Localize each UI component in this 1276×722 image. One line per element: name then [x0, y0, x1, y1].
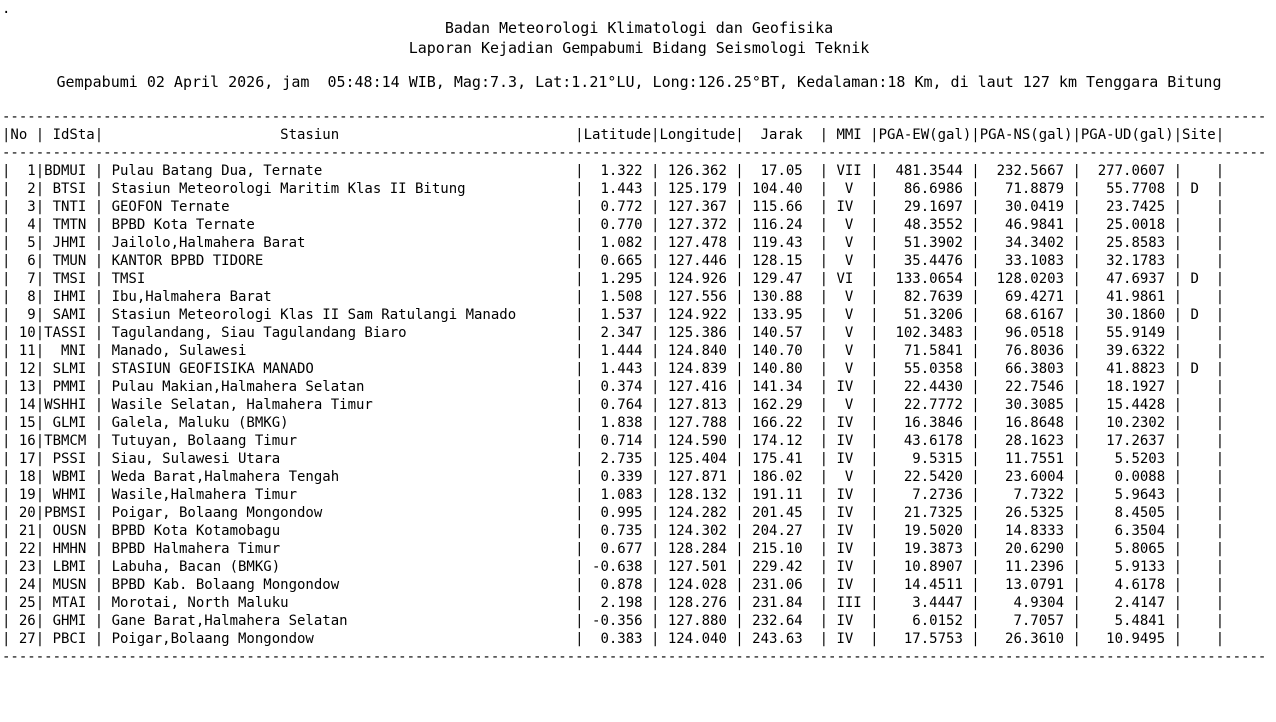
table-row: | 1|BDMUI | Pulau Batang Dua, Ternate | 1.322 | 126.362 | 17.05 | VII | 481.3544 | 232.5667 | 277.0607 | |: [2, 163, 1225, 179]
table-row: | 9| SAMI | Stasiun Meteorologi Klas II Sam Ratulangi Manado | 1.537 | 124.922 | 133.95 | V | 51.3206 | 68.6167 | 30.1860 | D |: [2, 307, 1225, 323]
spacer: [2, 92, 1276, 108]
table-row: | 21| OUSN | BPBD Kota Kotamobagu | 0.735 | 124.302 | 204.27 | IV | 19.5020 | 14.8333 | 6.3504 | |: [2, 523, 1225, 539]
table-row: | 26| GHMI | Gane Barat,Halmahera Selatan | -0.356 | 127.880 | 232.64 | IV | 6.0152 | 7.7057 | 5.4841 | |: [2, 613, 1225, 629]
table-row: | 12| SLMI | STASIUN GEOFISIKA MANADO | 1.443 | 124.839 | 140.80 | V | 55.0358 | 66.3803 | 41.8823 | D |: [2, 361, 1225, 377]
table-row: | 17| PSSI | Siau, Sulawesi Utara | 2.735 | 125.404 | 175.41 | IV | 9.5315 | 11.7551 | 5.5203 | |: [2, 451, 1225, 467]
table-row: | 16|TBMCM | Tutuyan, Bolaang Timur | 0.714 | 124.590 | 174.12 | IV | 43.6178 | 28.1623 | 17.2637 | |: [2, 433, 1225, 449]
corner-mark: .: [2, 1, 11, 17]
table-divider-bottom: ------------------------------------------------------------------------------------------------------------------------------------------------------: [2, 649, 1267, 665]
table-row: | 6| TMUN | KANTOR BPBD TIDORE | 0.665 | 127.446 | 128.15 | V | 35.4476 | 33.1083 | 32.1783 | |: [2, 253, 1225, 269]
table-row: | 19| WHMI | Wasile,Halmahera Timur | 1.083 | 128.132 | 191.11 | IV | 7.2736 | 7.7322 | 5.9643 | |: [2, 487, 1225, 503]
agency-title: Badan Meteorologi Klimatologi dan Geofisika: [444, 19, 834, 37]
station-table: [2, 108, 1276, 666]
table-row: | 8| IHMI | Ibu,Halmahera Barat | 1.508 | 127.556 | 130.88 | V | 82.7639 | 69.4271 | 41.9861 | |: [2, 289, 1225, 305]
table-row: | 13| PMMI | Pulau Makian,Halmahera Selatan | 0.374 | 127.416 | 141.34 | IV | 22.4430 | 22.7546 | 18.1927 | |: [2, 379, 1225, 395]
table-row: | 22| HMHN | BPBD Halmahera Timur | 0.677 | 128.284 | 215.10 | IV | 19.3873 | 20.6290 | 5.8065 | |: [2, 541, 1225, 557]
table-row: | 10|TASSI | Tagulandang, Siau Tagulandang Biaro | 2.347 | 125.386 | 140.57 | V | 102.3483 | 96.0518 | 55.9149 | |: [2, 325, 1225, 341]
table-row: | 20|PBMSI | Poigar, Bolaang Mongondow | 0.995 | 124.282 | 201.45 | IV | 21.7325 | 26.5325 | 8.4505 | |: [2, 505, 1225, 521]
table-row: | 3| TNTI | GEOFON Ternate | 0.772 | 127.367 | 115.66 | IV | 29.1697 | 30.0419 | 23.7425 | |: [2, 199, 1225, 215]
table-row: | 27| PBCI | Poigar,Bolaang Mongondow | 0.383 | 124.040 | 243.63 | IV | 17.5753 | 26.3610 | 10.9495 | |: [2, 631, 1225, 647]
report-title: Laporan Kejadian Gempabumi Bidang Seismologi Teknik: [408, 39, 870, 57]
table-header-row: |No | IdSta| Stasiun |Latitude|Longitude| Jarak | MMI |PGA-EW(gal)|PGA-NS(gal)|PGA-UD(gal)|Site|: [2, 127, 1225, 143]
table-row: | 25| MTAI | Morotai, North Maluku | 2.198 | 128.276 | 231.84 | III | 3.4447 | 4.9304 | 2.4147 | |: [2, 595, 1225, 611]
table-divider-top: ------------------------------------------------------------------------------------------------------------------------------------------------------: [2, 109, 1267, 125]
table-divider-mid: ------------------------------------------------------------------------------------------------------------------------------------------------------: [2, 145, 1267, 161]
table-row: | 15| GLMI | Galela, Maluku (BMKG) | 1.838 | 127.788 | 166.22 | IV | 16.3846 | 16.8648 | 10.2302 | |: [2, 415, 1225, 431]
event-summary-line: Gempabumi 02 April 2026, jam 05:48:14 WIB, Mag:7.3, Lat:1.21°LU, Long:126.25°BT, Kedalaman:18 Km, di laut 127 km Tenggara Bitung: [56, 73, 1222, 91]
table-row: | 24| MUSN | BPBD Kab. Bolaang Mongondow | 0.878 | 124.028 | 231.06 | IV | 14.4511 | 13.0791 | 4.6178 | |: [2, 577, 1225, 593]
table-row: | 11| MNI | Manado, Sulawesi | 1.444 | 124.840 | 140.70 | V | 71.5841 | 76.8036 | 39.6322 | |: [2, 343, 1225, 359]
table-row: | 4| TMTN | BPBD Kota Ternate | 0.770 | 127.372 | 116.24 | V | 48.3552 | 46.9841 | 25.0018 | |: [2, 217, 1225, 233]
table-row: | 2| BTSI | Stasiun Meteorologi Maritim Klas II Bitung | 1.443 | 125.179 | 104.40 | V | 86.6986 | 71.8879 | 55.7708 | D |: [2, 181, 1225, 197]
spacer: [2, 58, 1276, 72]
table-row: | 7| TMSI | TMSI | 1.295 | 124.926 | 129.47 | VI | 133.0654 | 128.0203 | 47.6937 | D |: [2, 271, 1225, 287]
table-row: | 18| WBMI | Weda Barat,Halmahera Tengah | 0.339 | 127.871 | 186.02 | V | 22.5420 | 23.6004 | 0.0088 | |: [2, 469, 1225, 485]
table-row: | 23| LBMI | Labuha, Bacan (BMKG) | -0.638 | 127.501 | 229.42 | IV | 10.8907 | 11.2396 | 5.9133 | |: [2, 559, 1225, 575]
table-row: | 14|WSHHI | Wasile Selatan, Halmahera Timur | 0.764 | 127.813 | 162.29 | V | 22.7772 | 30.3085 | 15.4428 | |: [2, 397, 1225, 413]
table-row: | 5| JHMI | Jailolo,Halmahera Barat | 1.082 | 127.478 | 119.43 | V | 51.3902 | 34.3402 | 25.8583 | |: [2, 235, 1225, 251]
